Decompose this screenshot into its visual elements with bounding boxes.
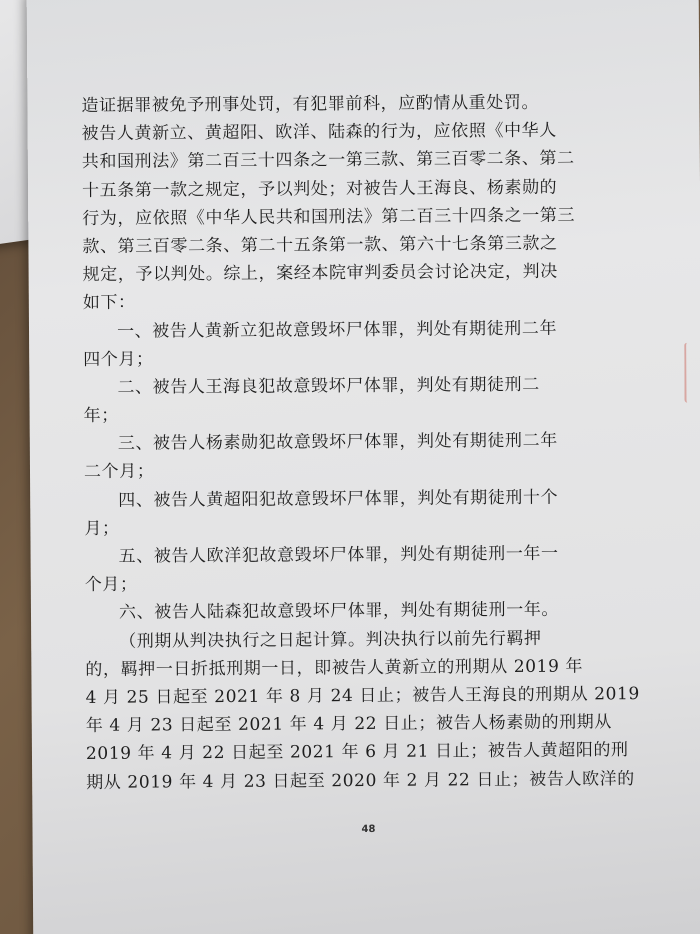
text-line: 4 月 25 日起至 2021 年 8 月 24 日止；被告人王海良的刑期从 2019: [85, 684, 640, 708]
text-line: 的，羁押一日折抵刑期一日，即被告人黄新立的刑期从 2019 年: [85, 656, 584, 680]
text-line: 六、被告人陆森犯故意毁坏尸体罪，判处有期徒刑一年。: [118, 600, 560, 624]
text-line: 年 4 月 23 日起至 2021 年 4 月 22 日止；被告人杨素勋的刑期从: [85, 712, 613, 737]
text-line: 二、被告人王海良犯故意毁坏尸体罪，判处有期徒刑二: [117, 374, 540, 398]
text-line: 款、第三百零二条、第二十五条第一款、第六十七条第三款之: [82, 233, 558, 257]
page-number: 48: [361, 823, 376, 836]
text-line: 月；: [84, 518, 120, 539]
text-line: 造证据罪被免予刑事处罚，有犯罪前科，应酌情从重处罚。: [81, 92, 540, 116]
text-line: 规定，予以判处。综上，案经本院审判委员会讨论决定，判决: [82, 261, 558, 286]
text-line: 如下：: [82, 292, 136, 314]
text-line: 三、被告人杨素勋犯故意毁坏尸体罪，判处有期徒刑二年: [117, 430, 558, 454]
text-line: 二个月；: [83, 461, 155, 483]
text-line: 期从 2019 年 4 月 23 日起至 2020 年 2 月 22 日止；被告人欧洋的: [86, 768, 635, 793]
text-line: 四个月；: [83, 349, 154, 370]
text-line: （刑期从判决执行之日起计算。判决执行以前先行羁押: [119, 628, 542, 652]
text-line: 行为，应依照《中华人民共和国刑法》第二百三十四条之一第三: [82, 205, 576, 229]
text-line: 2019 年 4 月 22 日起至 2021 年 6 月 21 日止；被告人黄超阳的刑: [85, 740, 629, 765]
document-page: [27, 0, 700, 934]
text-line: 四、被告人黄超阳犯故意毁坏尸体罪，判处有期徒刑十个: [118, 487, 559, 511]
text-line: 五、被告人欧洋犯故意毁坏尸体罪，判处有期徒刑一年一: [118, 543, 559, 567]
judgment-text-block: [81, 88, 646, 797]
text-line: 被告人黄新立、黄超阳、欧洋、陆森的行为，应依照《中华人: [81, 120, 557, 145]
text-line: 个月；: [84, 574, 138, 596]
text-line: 年；: [83, 405, 119, 427]
text-line: 十五条第一款之规定，予以判处；对被告人王海良、杨素勋的: [81, 177, 558, 201]
margin-stamp-mark: [684, 343, 700, 403]
text-line: 共和国刑法》第二百三十四条之一第三款、第三百零二条、第二: [81, 148, 575, 173]
text-line: 一、被告人黄新立犯故意毁坏尸体罪，判处有期徒刑二年: [116, 318, 558, 342]
